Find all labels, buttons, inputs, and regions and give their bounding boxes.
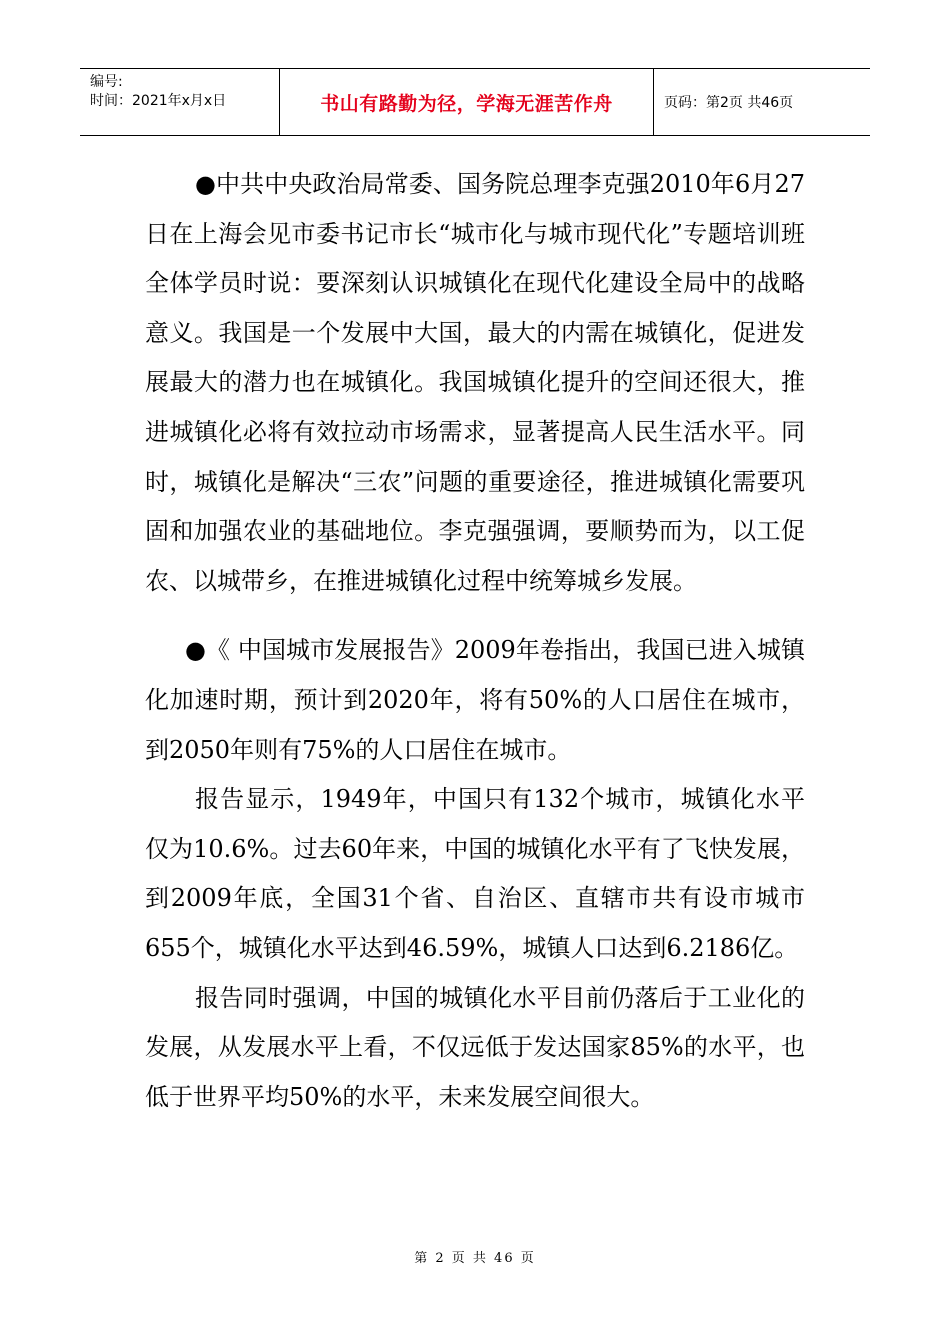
document-number-label: 编号: (90, 74, 123, 90)
page-footer: 第 2 页 共 46 页 (414, 1251, 536, 1266)
paragraph-report-emphasis: 报告同时强调，中国的城镇化水平目前仍落后于工业化的发展，从发展水平上看，不仅远低于发达国家85%的水平，也低于世界平均50%的水平，未来发展空间很大。 (145, 983, 805, 1111)
header-page-info: 页码：第2页 共46页 (664, 95, 794, 111)
paragraph-city-report: ●《 中国城市发展报告》2009年卷指出，我国已进入城镇化加速时期，预计到2020年，将有50%的人口居住在城市，到2050年则有75%的人口居住在城市。 (145, 636, 805, 764)
page-header (80, 68, 870, 136)
paragraph-report-statistics: 报告显示，1949年，中国只有132个城市，城镇化水平仅为10.6%。过去60年来，中国的城镇化水平有了飞快发展，到2009年底，全国31个省、自治区、直辖市共有设市城市655个，城镇化水平达到46.59%，城镇人口达到6.2186亿。 (145, 785, 805, 962)
paragraph-li-keqiang: ●中共中央政治局常委、国务院总理李克强2010年6月27日在上海会见市委书记市长“城市化与城市现代化”专题培训班全体学员时说：要深刻认识城镇化在现代化建设全局中的战略意义。我国是一个发展中大国，最大的内需在城镇化，促进发展最大的潜力也在城镇化。我国城镇化提升的空间还很大，推进城镇化必将有效拉动市场需求，显著提高人民生活水平。同时，城镇化是解决“三农”问题的重要途径，推进城镇化需要巩固和加强农业的基础地位。李克强强调，要顺势而为，以工促农、以城带乡，在推进城镇化过程中统筹城乡发展。 (145, 170, 805, 595)
document-date: 时间：2021年x月x日 (90, 93, 227, 109)
header-motto: 书山有路勤为径，学海无涯苦作舟 (280, 69, 654, 135)
document-body (145, 160, 805, 1122)
header-meta (80, 69, 280, 135)
